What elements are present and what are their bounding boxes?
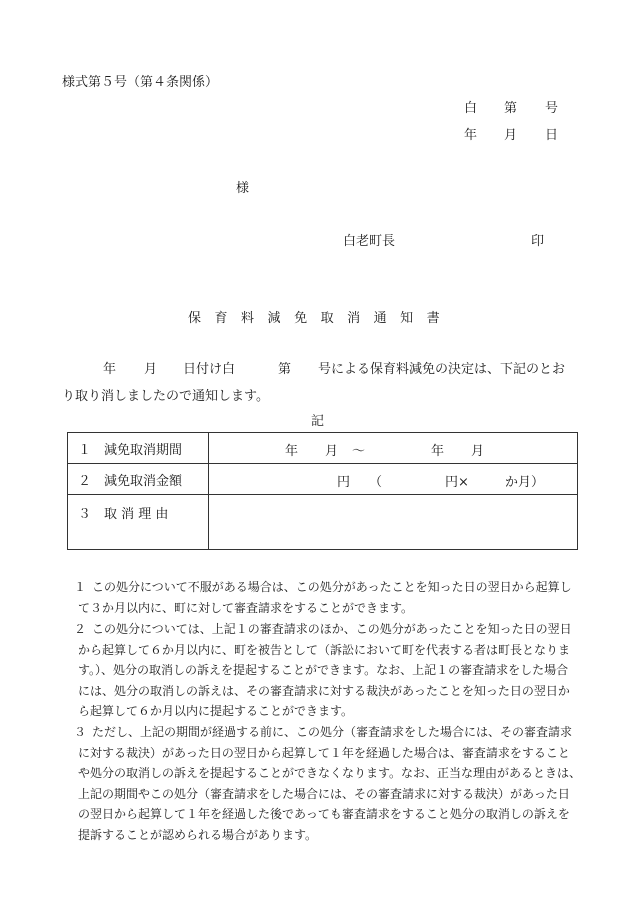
note-number: １ <box>74 580 87 594</box>
note-1 <box>64 577 584 618</box>
period-tilde: ～ <box>352 444 366 459</box>
ref-go: 号 <box>545 101 559 116</box>
period-year-start: 年 <box>285 444 299 459</box>
date-year: 年 <box>464 128 478 143</box>
amount-yen: 円 <box>337 475 351 490</box>
table-row <box>68 433 578 464</box>
body-line2: り取り消しましたので通知します。 <box>62 389 269 404</box>
note-3-line-6: 提訴することが認められる場合があります。 <box>78 827 318 842</box>
note-3 <box>64 722 584 845</box>
note-3-line-3: や処分の取消しの訴えを提起することができなくなります。なお、正当な理由があるときは、 <box>78 766 582 780</box>
title-char: 免 <box>294 311 308 326</box>
amount-monthly-yen: 円× <box>445 475 469 490</box>
note-3-line-2: に対する裁決）があった日の翌日から起算して１年を経過した場合は、審査請求をすること <box>78 745 570 760</box>
date-month: 月 <box>504 128 518 143</box>
note-2-line-3: す。）、処分の取消しの訴えを提起することができます。なお、上記１の審査請求をした場合 <box>78 663 569 677</box>
body-line1-rest: 号による保育料減免の決定は、下記のとお <box>318 362 566 377</box>
issuer-name: 白老町長 <box>343 234 396 249</box>
ki-heading: 記 <box>311 414 325 429</box>
reason-value[interactable] <box>209 495 578 550</box>
body-dai: 第 <box>278 362 292 377</box>
period-year-end: 年 <box>431 444 445 459</box>
row-label-amount: ２ 減免取消金額 <box>78 473 183 489</box>
note-3-line-4: 上記の期間やこの処分（審査請求をした場合には、その審査請求に対する裁決）があった日 <box>78 786 570 801</box>
amount-paren-open: （ <box>369 475 383 490</box>
ref-dai: 第 <box>504 101 518 116</box>
document-title <box>188 307 440 326</box>
title-char: 保 <box>188 311 202 326</box>
note-1-line-2: て３か月以内に、町に対して審査請求をすることができます。 <box>78 600 414 615</box>
body-date-ref: 日付け白 <box>183 362 236 377</box>
period-month-end: 月 <box>471 444 485 459</box>
note-2 <box>64 619 584 722</box>
note-2-line-4: には、処分の取消しの訴えは、その審査請求に対する裁決があったことを知った日の翌日か <box>78 683 570 698</box>
note-2-line-5: ら起算して６か月以内に提起することができます。 <box>78 704 354 718</box>
issuer-seal: 印 <box>531 234 545 249</box>
title-char: 書 <box>426 311 440 326</box>
addressee-suffix: 様 <box>236 181 250 196</box>
title-char: 料 <box>241 311 255 326</box>
title-char: 取 <box>320 311 334 326</box>
period-month-start: 月 <box>325 444 339 459</box>
body-month: 月 <box>144 362 158 377</box>
date-day: 日 <box>545 128 559 143</box>
form-label: 様式第５号（第４条関係） <box>62 75 219 90</box>
title-char: 消 <box>347 311 361 326</box>
note-number: ２ <box>74 622 87 636</box>
body-year: 年 <box>103 362 117 377</box>
note-1-line-1: この処分について不服がある場合は、この処分があったことを知った日の翌日から起算し <box>92 580 572 594</box>
note-2-line-2: から起算して６か月以内に、町を被告として（訴訟において町を代表する者は町長となりま <box>78 642 571 657</box>
title-char: 減 <box>267 311 281 326</box>
table-row <box>68 495 578 550</box>
row-label-reason: ３ 取 消 理 由 <box>78 507 169 522</box>
note-2-line-1: この処分については、上記１の審査請求のほか、この処分があったことを知った日の翌日 <box>92 622 572 636</box>
title-char: 育 <box>214 311 228 326</box>
table-row <box>68 464 578 495</box>
note-number: ３ <box>74 725 87 739</box>
title-char: 通 <box>373 311 387 326</box>
ref-prefix: 白 <box>464 101 478 116</box>
row-label-period: １ 減免取消期間 <box>78 442 183 458</box>
title-char: 知 <box>400 311 414 326</box>
note-3-line-1: ただし、上記の期間が経過する前に、この処分（審査請求をした場合には、その審査請求 <box>92 725 573 739</box>
note-3-line-5: の翌日から起算して１年を経過した後であっても審査請求をすること処分の取消しの訴えを <box>78 807 570 821</box>
amount-months: か月） <box>505 475 545 490</box>
record-table <box>67 432 578 550</box>
